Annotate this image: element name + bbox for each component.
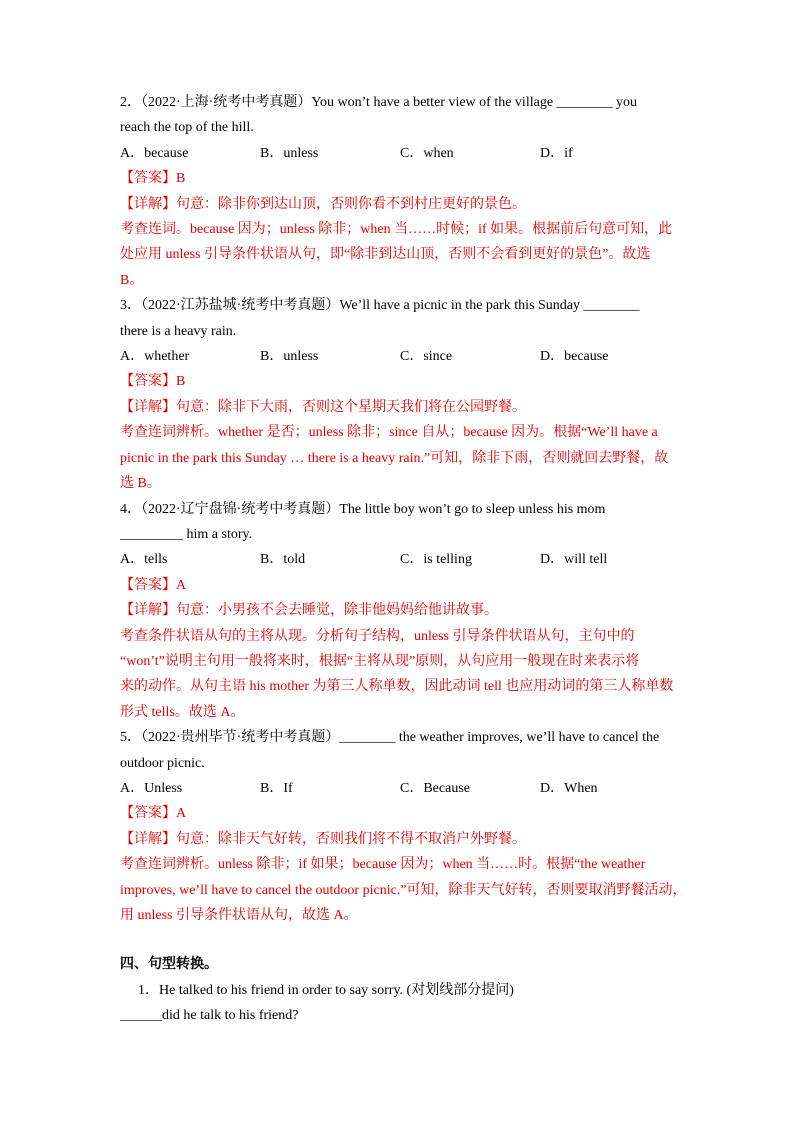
answer: 【答案】B [120,374,186,390]
option-b: B．told [260,552,306,568]
analysis-line: improves, we’ll have to cancel the outdoor picnic.”可知，除非天气好转，否则要取消野餐活动， [120,882,687,898]
question-text-cont: there is a heavy rain. [120,323,237,339]
question-text: 5．（2022·贵州毕节·统考中考真题）________ the weather improves, we’ll have to cancel the [120,730,660,746]
options [120,776,680,801]
question-text: 2．（2022·上海·统考中考真题）You won’t have a better view of the village ________ you [120,95,638,110]
question-4 [120,497,680,726]
section-title: 四、句型转换。 [120,957,218,973]
question-text-cont: outdoor picnic. [120,755,205,771]
analysis-line: 考查连词辨析。whether 是否；unless 除非；since 自从；because 因为。根据“We’ll have a [120,425,658,441]
options [120,344,680,369]
analysis-line: 选 B。 [120,476,161,492]
question-text: 4．（2022·辽宁盘锦·统考中考真题）The little boy won’t go to sleep unless his mom [120,501,606,517]
option-b: B．unless [260,145,319,161]
option-c: C．Because [400,780,470,796]
option-c: C．since [400,349,453,365]
detail: 【详解】句意：除非天气好转，否则我们将不得不取消户外野餐。 [120,831,526,847]
option-d: D．if [540,145,573,161]
analysis-line: 形式 tells。故选 A。 [120,704,245,720]
answer: 【答案】B [120,171,186,187]
analysis-line: B。 [120,272,144,288]
question-text-cont: reach the top of the hill. [120,120,254,136]
option-b: B．If [260,780,293,796]
question-text: 3．（2022·江苏盐城·统考中考真题）We’ll have a picnic in the park this Sunday ________ [120,298,640,314]
option-d: D．because [540,349,609,365]
answer: 【答案】A [120,577,187,593]
option-b: B．unless [260,349,319,365]
question-5 [120,725,687,928]
analysis-line: 来的动作。从句主语 his mother 为第三人称单数，因此动词 tell 也应用动词的第三人称单数 [120,679,674,695]
option-d: D．When [540,780,598,796]
document-page [120,90,687,1029]
analysis-line: “won’t”说明主句用一般将来时，根据“主将从现”原则，从句应用一般现在时来表示将 [120,653,640,669]
transform-item-1: 1．He talked to his friend in order to say sorry. (对划线部分提问) [138,982,514,998]
option-a: A．Unless [120,780,183,796]
option-a: A．because [120,145,189,161]
detail: 【详解】句意：小男孩不会去睡觉，除非他妈妈给他讲故事。 [120,603,498,619]
detail: 【详解】句意：除非下大雨，否则这个星期天我们将在公园野餐。 [120,399,526,415]
option-d: D．will tell [540,552,608,568]
option-c: C．when [400,145,454,161]
answer: 【答案】A [120,806,187,822]
analysis-line: 考查条件状语从句的主将从现。分析句子结构，unless 引导条件状语从句，主句中的 [120,628,635,644]
analysis-line: 考查连词辨析。unless 除非；if 如果；because 因为；when 当……时。根据“the weather [120,857,646,873]
detail: 【详解】句意：除非你到达山顶，否则你看不到村庄更好的景色。 [120,196,526,212]
question-3 [120,293,680,496]
option-c: C．is telling [400,552,472,568]
option-a: A．whether [120,349,190,365]
analysis-line: 考查连词。because 因为；unless 除非；when 当……时候；if 如果。根据前后句意可知，此 [120,222,673,238]
options [120,141,680,166]
analysis-line: picnic in the park this Sunday … there is a heavy rain.”可知，除非下雨，否则就回去野餐，故 [120,450,669,466]
analysis-line: 用 unless 引导条件状语从句，故选 A。 [120,908,358,923]
option-a: A．tells [120,552,168,568]
analysis-line: 处应用 unless 引导条件状语从句，即“除非到达山顶，否则不会看到更好的景色”。故选 [120,247,651,263]
question-text-cont: _________ him a story. [120,526,253,542]
options [120,547,680,572]
question-2 [120,90,680,293]
transform-item-1-blank: ______did he talk to his friend? [120,1008,299,1024]
